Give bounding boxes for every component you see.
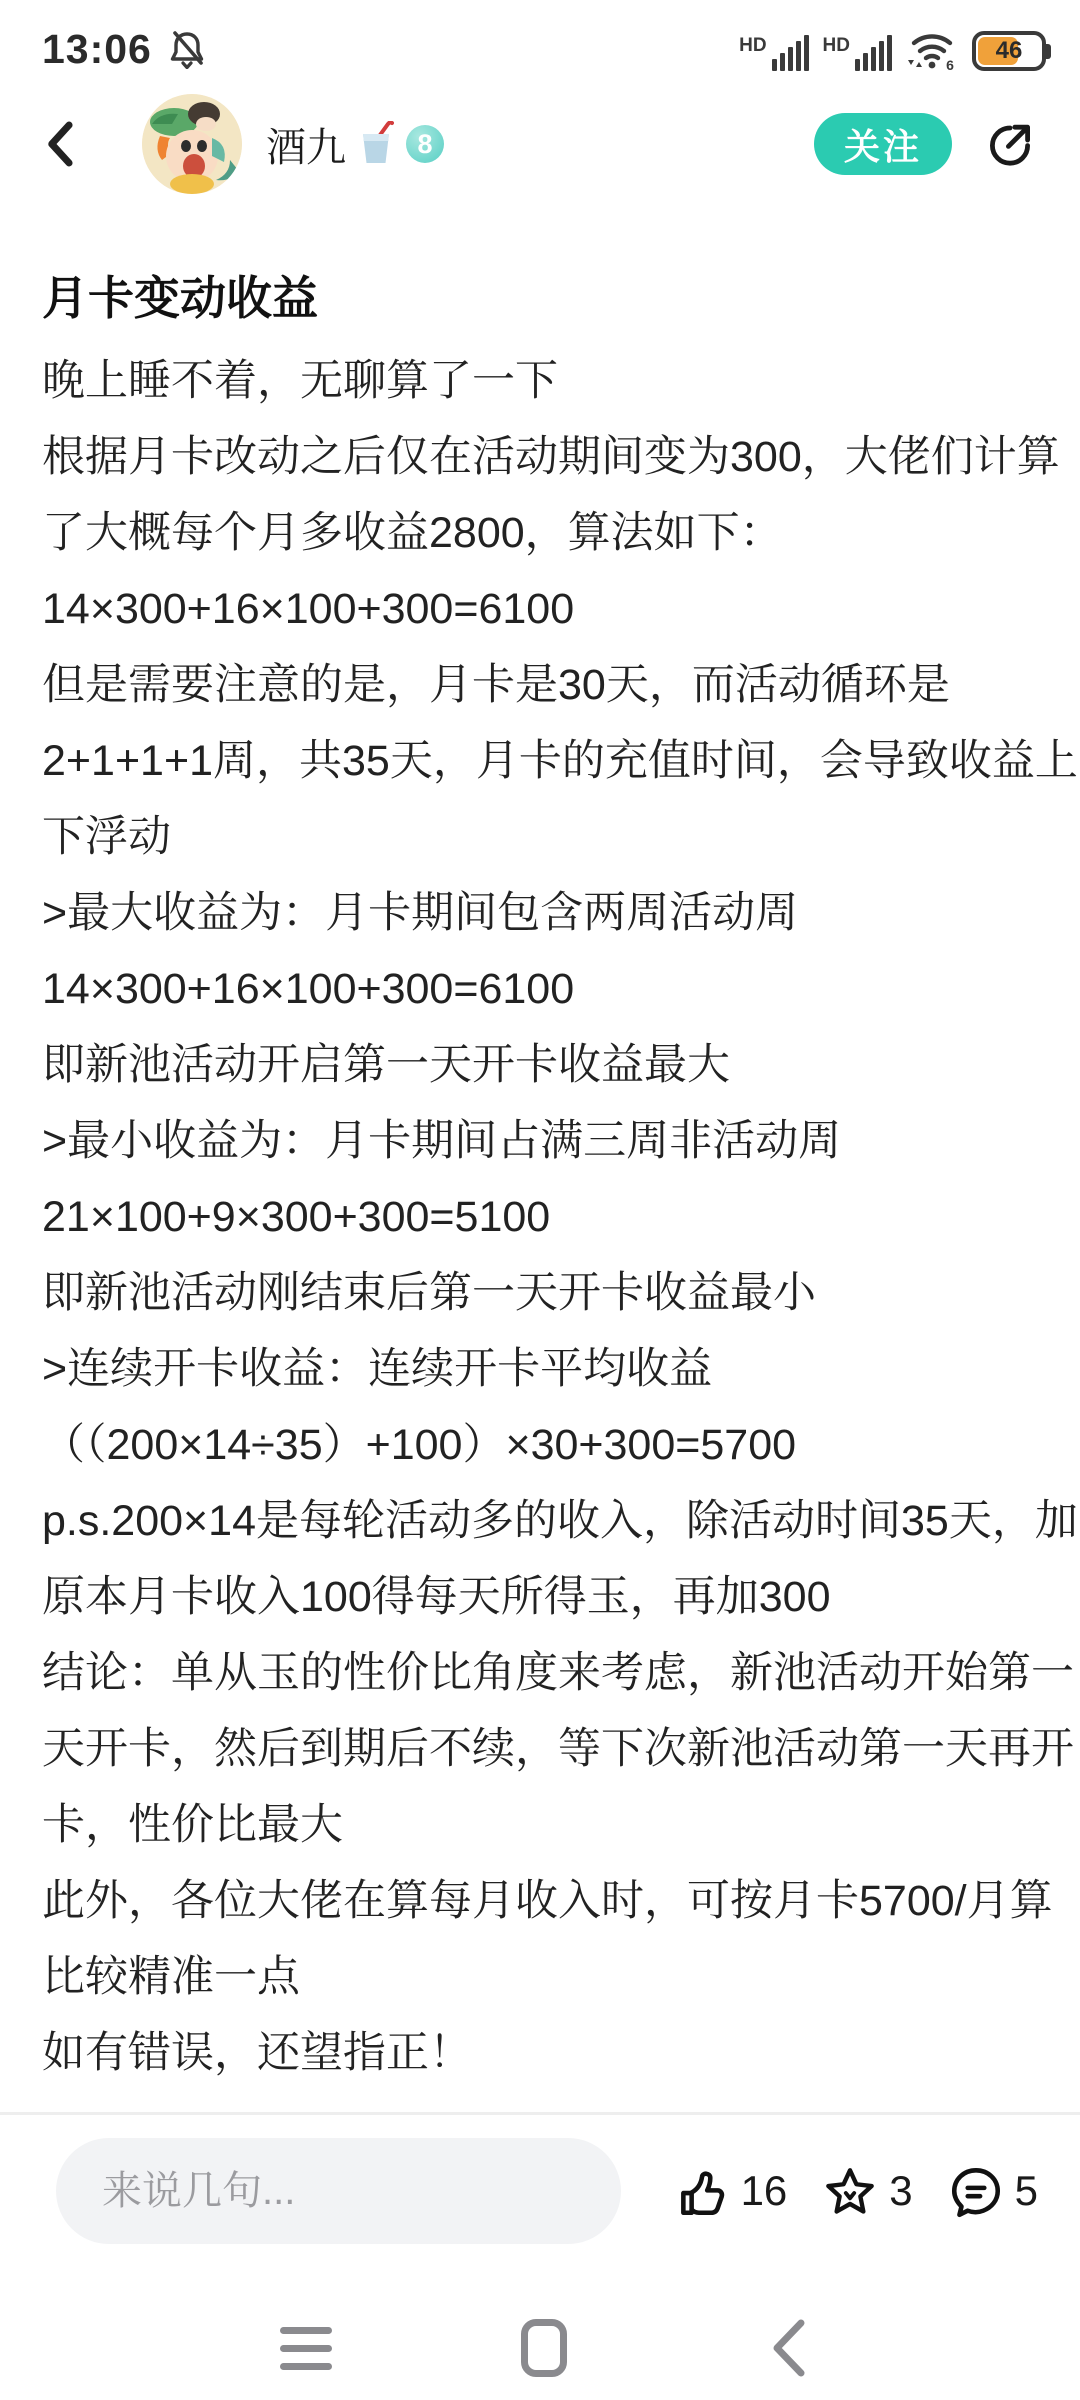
- nav-home-button[interactable]: [508, 2296, 580, 2400]
- battery-icon: 46: [972, 31, 1046, 71]
- clock: 13:06: [42, 25, 152, 72]
- post-line: 了大概每个月多收益2800，算法如下：: [42, 509, 783, 557]
- follow-button[interactable]: 关注: [814, 113, 952, 175]
- nav-back-chevron-icon: [768, 2317, 808, 2379]
- post-line: 21×100+9×300+300=5100: [42, 1193, 551, 1241]
- wifi-icon: [906, 27, 958, 71]
- chevron-left-icon: [46, 116, 74, 172]
- mute-bell-icon: [168, 29, 206, 69]
- username: 酒九: [266, 125, 346, 170]
- status-bar: [0, 0, 1080, 84]
- comment-bar: [0, 2131, 1080, 2251]
- post-line: p.s.200×14是每轮活动多的收入，除活动时间35天，加: [42, 1497, 1078, 1545]
- post-line: >最小收益为：月卡期间占满三周非活动周: [42, 1117, 842, 1165]
- like-count: 16: [740, 2167, 788, 2214]
- hamburger-icon: [280, 2327, 332, 2370]
- favorite-button[interactable]: [821, 2162, 912, 2220]
- star-icon: [821, 2162, 879, 2220]
- post-header: [0, 88, 1080, 200]
- android-nav-bar: [0, 2296, 1080, 2400]
- post-line: 天开卡，然后到期后不续，等下次新池活动第一天再开: [42, 1725, 1074, 1773]
- comment-input-pill[interactable]: [56, 2138, 621, 2244]
- home-square-icon: [521, 2319, 567, 2377]
- thumbs-up-icon: [673, 2162, 731, 2220]
- post-line: 但是需要注意的是，月卡是30天，而活动循环是: [42, 661, 950, 709]
- post-actions: [639, 2162, 1038, 2220]
- post-line: 2+1+1+1周，共35天，月卡的充值时间，会导致收益上: [42, 737, 1078, 785]
- post-line: 结论：单从玉的性价比角度来考虑，新池活动开始第一: [42, 1649, 1074, 1697]
- favorite-count: 3: [889, 2167, 913, 2214]
- post-line: 根据月卡改动之后仅在活动期间变为300，大佬们计算: [42, 433, 1060, 481]
- post-content: [42, 267, 1078, 2091]
- post-line: 原本月卡收入100得每天所得玉，再加300: [42, 1573, 831, 1621]
- post-line: >连续开卡收益：连续开卡平均收益: [42, 1345, 713, 1393]
- share-arrow-icon: [986, 114, 1034, 174]
- like-button[interactable]: [673, 2162, 788, 2220]
- signal-sim2-icon: HD: [823, 35, 892, 71]
- svg-text:6: 6: [946, 57, 954, 71]
- post-line: 晚上睡不着，无聊算了一下: [42, 357, 558, 405]
- status-bar-right: [739, 27, 1046, 71]
- post-line: 比较精准一点: [42, 1953, 300, 2001]
- divider: [0, 2112, 1080, 2115]
- post-line: （（200×14÷35）+100）×30+300=5700: [42, 1421, 797, 1469]
- share-button[interactable]: [980, 114, 1040, 174]
- comment-button[interactable]: [947, 2162, 1038, 2220]
- nav-recents-button[interactable]: [270, 2296, 342, 2400]
- post-line: 即新池活动开启第一天开卡收益最大: [42, 1041, 730, 1089]
- post-line: 即新池活动刚结束后第一天开卡收益最小: [42, 1269, 816, 1317]
- avatar[interactable]: [142, 94, 242, 194]
- signal-sim1-icon: HD: [739, 35, 808, 71]
- level-badge: 8: [406, 125, 444, 163]
- post-line: 14×300+16×100+300=6100: [42, 965, 575, 1013]
- post-title: 月卡变动收益: [42, 272, 318, 324]
- back-button[interactable]: [40, 114, 80, 174]
- cup-emoji-icon: [358, 121, 394, 167]
- user-info[interactable]: [266, 116, 444, 173]
- post-line: 此外，各位大佬在算每月收入时，可按月卡5700/月算: [42, 1877, 1053, 1925]
- comment-count: 5: [1014, 2167, 1038, 2214]
- post-line: 14×300+16×100+300=6100: [42, 585, 575, 633]
- comment-bubble-icon: [947, 2162, 1005, 2220]
- post-line: 如有错误，还望指正！: [42, 2029, 472, 2077]
- post-line: 下浮动: [42, 813, 171, 861]
- comment-input[interactable]: [100, 2168, 577, 2215]
- post-line: >最大收益为：月卡期间包含两周活动周: [42, 889, 799, 937]
- post-line: 卡，性价比最大: [42, 1801, 343, 1849]
- post-body: [42, 343, 1078, 2091]
- nav-back-button[interactable]: [752, 2296, 824, 2400]
